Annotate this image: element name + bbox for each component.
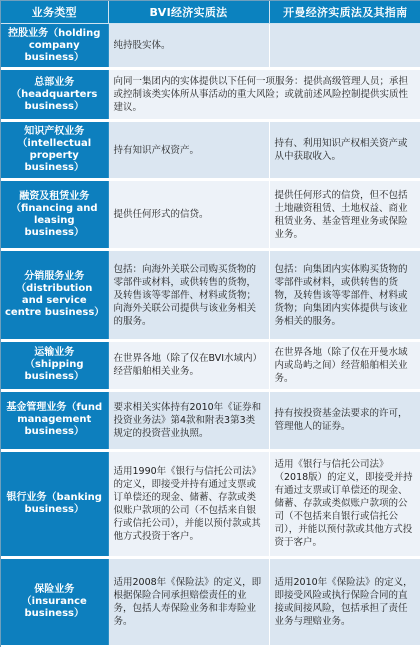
table-row (1, 179, 420, 249)
cayman-cell: 持有按投资基金法要求的许可，管理他人的证券。 (269, 390, 420, 450)
cayman-cell: 适用2010年《保险法》的定义，即接受风险或执行保险合同的直接或间接风险，包括承担了责任业务与理赔业务。 (269, 558, 420, 647)
table-row (1, 69, 420, 121)
business-type-cell: 控股业务（holding company business） (1, 24, 108, 69)
cayman-cell (269, 24, 420, 69)
bvi-cell: 在世界各地（除了仅在BVI水域内）经营船舶相关业务。 (108, 341, 269, 391)
bvi-cell: 持有知识产权资产。 (108, 121, 269, 180)
business-type-cell: 运输业务（shipping business） (1, 341, 108, 391)
table-row (1, 341, 420, 391)
cayman-cell: 提供任何形式的信贷，但不包括土地融资租赁、土地权益、商业租赁业务、基金管理业务或保险业务。 (269, 179, 420, 249)
table-row (1, 24, 420, 69)
table-row (1, 250, 420, 341)
business-type-cell: 融资及租赁业务（financing and leasing business） (1, 179, 108, 249)
table-row (1, 390, 420, 450)
business-type-cell: 基金管理业务（fund management business） (1, 390, 108, 450)
table-row (1, 450, 420, 557)
bvi-cell: 适用1990年《银行与信托公司法》的定义，即接受并持有通过支票或订单偿还的现金、储蓄、存款或类似账户款项的公司（不包括来自银行或信托公司），并能以预付款或其他方式投资于客户。 (108, 450, 269, 557)
table-row (1, 121, 420, 180)
business-type-cell: 知识产权业务（intellectual property business） (1, 121, 108, 180)
business-type-cell: 银行业务（banking business） (1, 450, 108, 557)
header-business-type: 业务类型 (1, 1, 108, 24)
table-row (1, 558, 420, 647)
cayman-cell: 持有、利用知识产权相关资产或从中获取收入。 (269, 121, 420, 180)
header-cayman-law: 开曼经济实质法及其指南 (269, 1, 420, 24)
business-type-cell: 保险业务（insurance business） (1, 558, 108, 647)
business-type-cell: 分销服务业务（distribution and service centre business） (1, 250, 108, 341)
cayman-cell: 在世界各地（除了仅在开曼水域内或岛屿之间）经营船舶相关业务。 (269, 341, 420, 391)
cayman-cell: 适用《银行与信托公司法》（2018版）的定义，即接受并持有通过支票或订单偿还的现金、储蓄、存款或类似账户款项的公司（不包括来自银行或信托公司），并能以预付款或其他方式投资于客户。 (269, 450, 420, 557)
business-type-cell: 总部业务（headquarters business） (1, 69, 108, 121)
bvi-cell: 包括：向海外关联公司购买货物的零部件或材料，或供转售的货物，及转售该等零部件、材料或货物；向海外关联公司提供与该业务相关的服务。 (108, 250, 269, 341)
header-bvi-law: BVI经济实质法 (108, 1, 269, 24)
bvi-cell: 纯持股实体。 (108, 24, 269, 69)
bvi-cell: 适用2008年《保险法》的定义，即根据保险合同承担赔偿责任的业务，包括人寿保险业务和非寿险业务。 (108, 558, 269, 647)
bvi-cell: 提供任何形式的信贷。 (108, 179, 269, 249)
bvi-cell: 要求相关实体持有2010年《证券和投资业务法》第4款和附表3第3类规定的投资营业执照。 (108, 390, 269, 450)
comparison-table (1, 1, 420, 648)
header-row (1, 1, 420, 24)
bvi-cell: 向同一集团内的实体提供以下任何一项服务：提供高级管理人员；承担或控制该类实体所从事活动的重大风险；或就前述风险控制提供实质性建议。 (108, 69, 420, 121)
cayman-cell: 包括：向集团内实体购买货物的零部件或材料，或供转售的货物，及转售该等零部件、材料或货物；向集团内实体提供与该业务相关的服务。 (269, 250, 420, 341)
